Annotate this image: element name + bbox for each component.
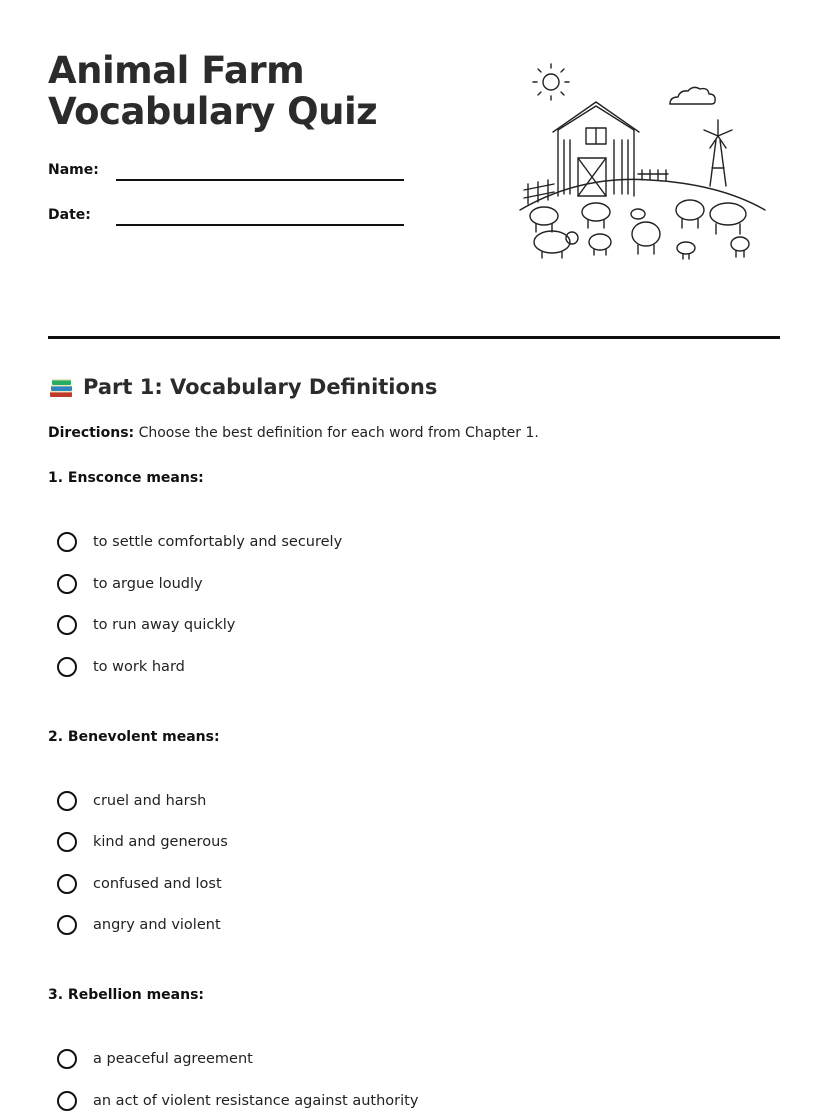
sun-icon — [533, 64, 569, 100]
radio-button[interactable] — [57, 791, 77, 811]
option-label: to run away quickly — [93, 617, 236, 633]
q1-option-2[interactable] — [57, 574, 203, 594]
radio-button[interactable] — [57, 832, 77, 852]
option-label: an act of violent resistance against authority — [93, 1093, 419, 1109]
radio-button[interactable] — [57, 574, 77, 594]
q2-option-1[interactable] — [57, 791, 206, 811]
quiz-header — [48, 49, 518, 223]
fence — [524, 170, 668, 204]
question-2-label: 2. Benevolent means: — [48, 729, 220, 745]
radio-button[interactable] — [57, 657, 77, 677]
date-label: Date: — [48, 207, 91, 223]
option-label: cruel and harsh — [93, 793, 207, 809]
q1-option-3[interactable] — [57, 615, 235, 635]
q3-option-2[interactable] — [57, 1091, 418, 1111]
q3-option-1[interactable] — [57, 1049, 253, 1069]
windmill-icon — [704, 120, 732, 186]
directions — [48, 425, 539, 441]
cloud-icon — [670, 87, 715, 104]
page-title: Animal Farm Vocabulary Quiz — [48, 49, 378, 133]
option-label: confused and lost — [93, 876, 222, 892]
radio-button[interactable] — [57, 615, 77, 635]
option-label: angry and violent — [93, 917, 221, 933]
directions-label: Directions: — [48, 425, 135, 441]
date-field — [48, 207, 91, 223]
q2-option-4[interactable] — [57, 915, 221, 935]
part1-heading — [48, 374, 437, 400]
section-divider — [48, 336, 780, 339]
barn-icon — [553, 102, 639, 196]
q1-option-1[interactable] — [57, 532, 342, 552]
q2-option-3[interactable] — [57, 874, 222, 894]
date-line[interactable] — [116, 224, 404, 226]
question-1-label: 1. Ensconce means: — [48, 470, 204, 486]
farm-illustration — [518, 58, 768, 263]
option-label: to settle comfortably and securely — [93, 534, 343, 550]
farm-animals — [530, 200, 749, 259]
name-line[interactable] — [116, 179, 404, 181]
radio-button[interactable] — [57, 532, 77, 552]
question-3-label: 3. Rebellion means: — [48, 987, 205, 1003]
radio-button[interactable] — [57, 915, 77, 935]
name-label: Name: — [48, 162, 99, 178]
name-field — [48, 162, 99, 178]
books-icon — [48, 374, 74, 400]
radio-button[interactable] — [57, 1091, 77, 1111]
option-label: to work hard — [93, 659, 185, 675]
option-label: a peaceful agreement — [93, 1051, 253, 1067]
radio-button[interactable] — [57, 1049, 77, 1069]
option-label: to argue loudly — [93, 576, 203, 592]
directions-text: Choose the best definition for each word from Chapter 1. — [138, 425, 539, 441]
radio-button[interactable] — [57, 874, 77, 894]
q1-option-4[interactable] — [57, 657, 185, 677]
part1-title: Part 1: Vocabulary Definitions — [83, 375, 438, 399]
hill — [520, 179, 765, 210]
option-label: kind and generous — [93, 834, 228, 850]
q2-option-2[interactable] — [57, 832, 228, 852]
